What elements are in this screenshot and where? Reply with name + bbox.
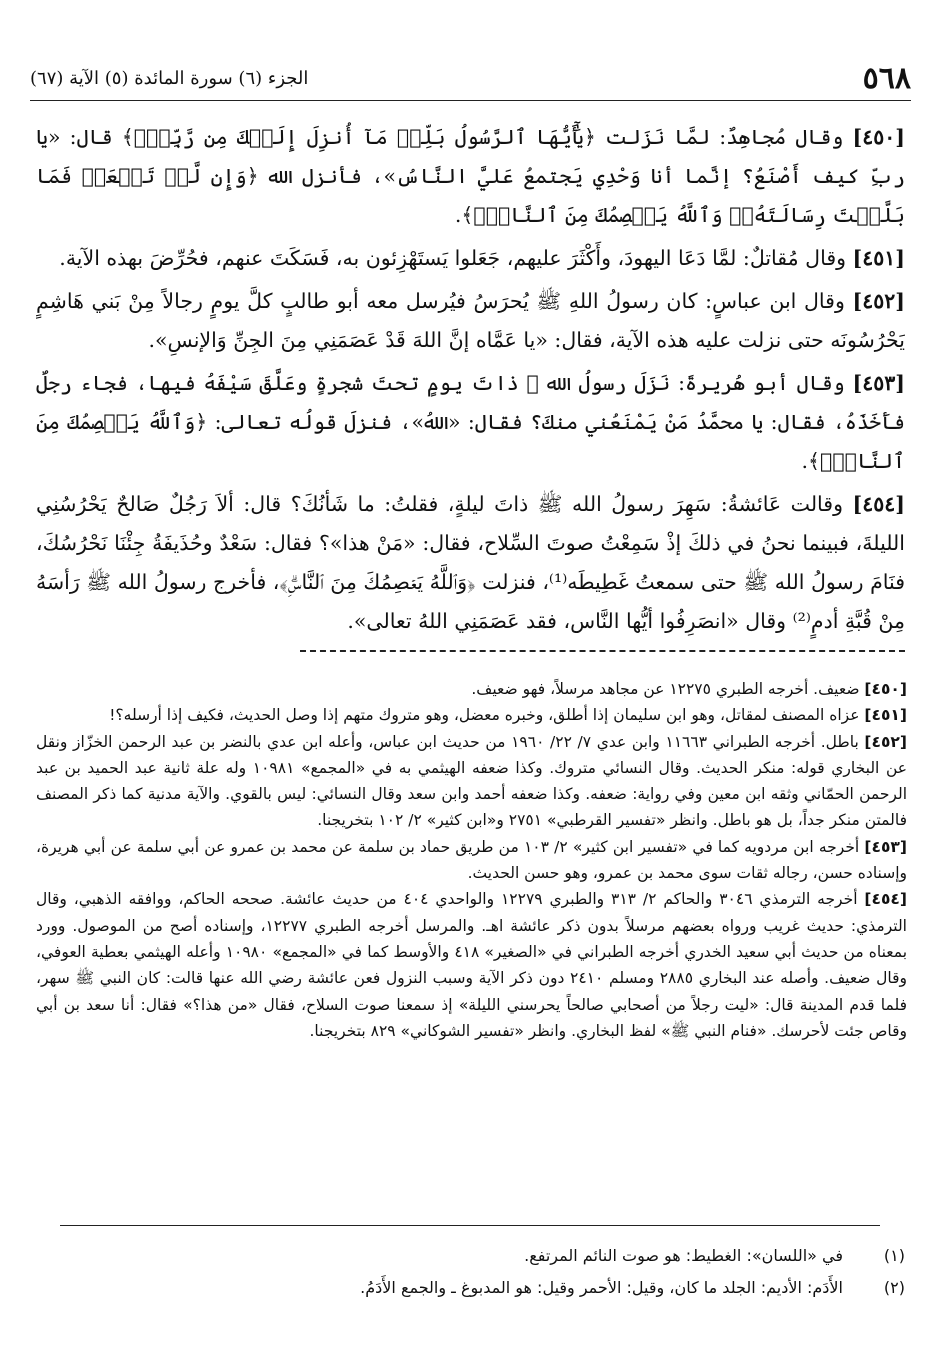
paragraph-text: وقالت عَائشةُ: سَهِرَ رسولُ الله ﷺ ذاتَ ليلةٍ، فقلتُ: ما شَأنُكَ؟ قال: ألاَ رَجُلٌ صَالحٌ يَحْرُسُنِي الليلةَ، فبينما نحنُ في ذلكَ إذْ سَمِعْتُ صوتَ السِّلاح، فقال: «مَنْ هذا»؟ فقال: سَعْدٌ وحُذَيفَةُ جِئْنَا نَحْرُسُكَ، فنَامَ رسولُ الله ﷺ حتى سمعتُ غَطِيطَه⁽¹⁾، فنزلت ﴿وَٱللَّهُ يَعۡصِمُكَ مِنَ ٱلنَّاسِۗ﴾، فأخرج رسولُ الله ﷺ رَأسَهُ مِنْ قُبَّةِ أدمٍ⁽²⁾ وقال «انصَرِفُوا أيُّها النَّاس، فقد عَصَمَنِي اللهُ تعالى». — [36, 492, 905, 633]
paragraph-text: وقال مُقاتلٌ: لمَّا دَعَا اليهودَ، وأَكْثَرَ عليهم، جَعَلوا يَستَهْزِئون به، فَسَكَتَ عنهم، فحُرِّضَ بهذه الآية. — [59, 246, 847, 270]
note-text: أخرجه ابن مردويه كما في «تفسير ابن كثير» ٢/ ١٠٣ من طريق حماد بن سلمة عن محمد بن عمرو عن أبي سلمة عن أبي هريرة، وإسناده حسن، رجاله ثقات سوى محمد بن عمرو، وهو حسن الحديث. — [36, 837, 907, 883]
paragraph-450 — [36, 118, 905, 235]
note-text: عزاه المصنف لمقاتل، وهو ابن سليمان إذا أطلق، وخبره معضل، وهو متروك متهم إذا وصل الحديث، فكيف إذا أرسله؟! — [109, 706, 860, 725]
note-code: [٤٥٠] — [864, 680, 907, 698]
footnote-number: (١) — [883, 1246, 905, 1265]
paragraph-text: وقال مُجاهِدٌ: لمَّا نَزَلت ﴿يَٰٓأَيُّهَا ٱلرَّسُولُ بَلِّغۡ مَآ أُنزِلَ إِلَيۡكَ مِن رَّبِّكَۖ﴾ قال: «يا ربِّ كيف أَصْنَعُ؟ إنَّما أنا وَحْدِي يَجتمعُ عَليَّ النَّاسُ»، فأنزل الله ﴿وَإِن لَّمۡ تَفۡعَلۡ فَمَا بَلَّغۡتَ رِسَالَتَهُۥۚ وَٱللَّهُ يَعۡصِمُكَ مِنَ ٱلنَّاسِۗ﴾. — [36, 125, 905, 227]
note-453 — [36, 834, 907, 887]
paragraph-text: وقال ابن عباسٍ: كان رسولُ اللهِ ﷺ يُحرَسُ فيُرسل معه أبو طالبٍ كلَّ يومٍ رجالاً مِنْ بَني هَاشِمٍ يَحْرُسُونَه حتى نزلت عليه هذه الآية، فقال: «يا عَمَّاه إنَّ اللهَ قَدْ عَصَمَنِي مِنَ الجِنِّ وَالإنسِ». — [36, 289, 905, 352]
paragraph-number: [٤٥٣] — [852, 371, 905, 395]
footnote-number: (٢) — [883, 1278, 905, 1297]
footnote-2 — [60, 1272, 905, 1304]
running-head: الجزء (٦) سورة المائدة (٥) الآية (٦٧) — [30, 67, 309, 89]
footnote-text: في «اللسان»: الغطيط: هو صوت النائم المرتفع. — [524, 1246, 843, 1265]
main-text — [36, 118, 905, 658]
page-number: ٥٦٨ — [862, 60, 911, 96]
note-text: أخرجه الترمذي ٣٠٤٦ والحاكم ٢/ ٣١٣ والطبري ١٢٢٧٩ والواحدي ٤٠٤ من حديث عائشة. صححه الحاكم، ووافقه الذهبي، وقال الترمذي: حديث غريب ورواه بعضهم مرسلاً بدون ذكر عائشة اهـ. والمرسل أخرجه الطبري ١٢٢٧٧، وإسناده أصح من الموصول. وورد بمعناه من حديث أبي سعيد الخدري أخرجه الطبراني في «الصغير» ٤١٨ والأوسط كما في «المجمع» ١٠٩٨٠ وأعله الهيثمي بعطية العوفي، وقال ضعيف. وأصله عند البخاري ٢٨٨٥ ومسلم ٢٤١٠ دون ذكر الآية وسبب النزول فعن عائشة رضي الله عنها قالت: كان النبي ﷺ سهر، فلما قدم المدينة قال: «ليت رجلاً من أصحابي صالحاً يحرسني الليلة» إذ سمعنا صوت السلاح، فقال «من هذا؟» فقال: أنا سعد بن أبي وقاص جئت لأحرسك. «فنام النبي ﷺ» لفظ البخاري. وانظر «تفسير الشوكاني» ٨٢٩ بتخريجنا. — [36, 890, 907, 1040]
note-code: [٤٥٣] — [864, 837, 907, 856]
note-text: باطل. أخرجه الطبراني ١١٦٦٣ وابن عدي ٧/ ٢٢/ ١٩٦٠ من حديث ابن عباس، وأعله ابن عدي بالنضر بن عبد الرحمن الخزّاز ونقل عن البخاري قوله: منكر الحديث. وقال النسائي متروك. وكذا ضعفه الهيثمي به في «المجمع» ١٠٩٨١ وله علة ثانية عبد الحميد بن عبد الرحمن الحمّاني وثقه ابن معين وفي رواية: ضعفه. وكذا ضعفه أحمد وابن سعد وقال النسائي: ليس بالقوي. والآية مدنية كما ذكر المصنف فالمتن منكر جداً، بل هو باطل. وانظر «تفسير القرطبي» ٢٧٥١ و«ابن كثير» ٢/ ١٠٢ بتخريجنا. — [36, 732, 907, 830]
note-text: ضعيف. أخرجه الطبري ١٢٢٧٥ عن مجاهد مرسلاً، فهو ضعيف. — [471, 680, 860, 698]
paragraph-number: [٤٥٤] — [852, 492, 905, 516]
footnote-rule — [60, 1225, 880, 1226]
paragraph-452 — [36, 282, 905, 360]
paragraph-number: [٤٥٠] — [852, 125, 905, 149]
footnotes — [60, 1240, 905, 1304]
note-454 — [36, 886, 907, 1044]
paragraph-number: [٤٥١] — [852, 246, 905, 270]
note-452 — [36, 729, 907, 834]
note-code: [٤٥٤] — [864, 890, 907, 909]
note-450 — [36, 676, 907, 702]
paragraph-number: [٤٥٢] — [852, 289, 905, 313]
paragraph-454 — [36, 485, 905, 641]
note-code: [٤٥١] — [864, 706, 907, 725]
page-header — [30, 58, 911, 98]
paragraph-451 — [36, 239, 905, 278]
note-code: [٤٥٢] — [864, 732, 907, 751]
header-rule — [30, 100, 911, 101]
paragraph-453 — [36, 364, 905, 481]
note-451 — [36, 702, 907, 728]
paragraph-text: وقال أبو هُريرةَ: نَزَلَ رسولُ الله ﷺ ذاتَ يومٍ تحتَ شجرةٍ وعَلَّقَ سَيْفَهُ فيها، فجاء رجلٌ فأَخَذَهُ، فقال: يا محمَّدُ مَنْ يَمْنَعُني منكَ؟ فقال: «اللهُ»، فنزلَ قولُه تعالى: ﴿وَٱللَّهُ يَعۡصِمُكَ مِنَ ٱلنَّاسِۗ﴾. — [36, 371, 905, 473]
takhrij-notes — [36, 676, 907, 1206]
footnote-1 — [60, 1240, 905, 1272]
footnote-text: الأَدَم: الأديم: الجلد ما كان، وقيل: الأحمر وقيل: هو المدبوغ ـ والجمع الأَدَمُ. — [360, 1278, 843, 1297]
dashed-separator — [300, 650, 905, 652]
